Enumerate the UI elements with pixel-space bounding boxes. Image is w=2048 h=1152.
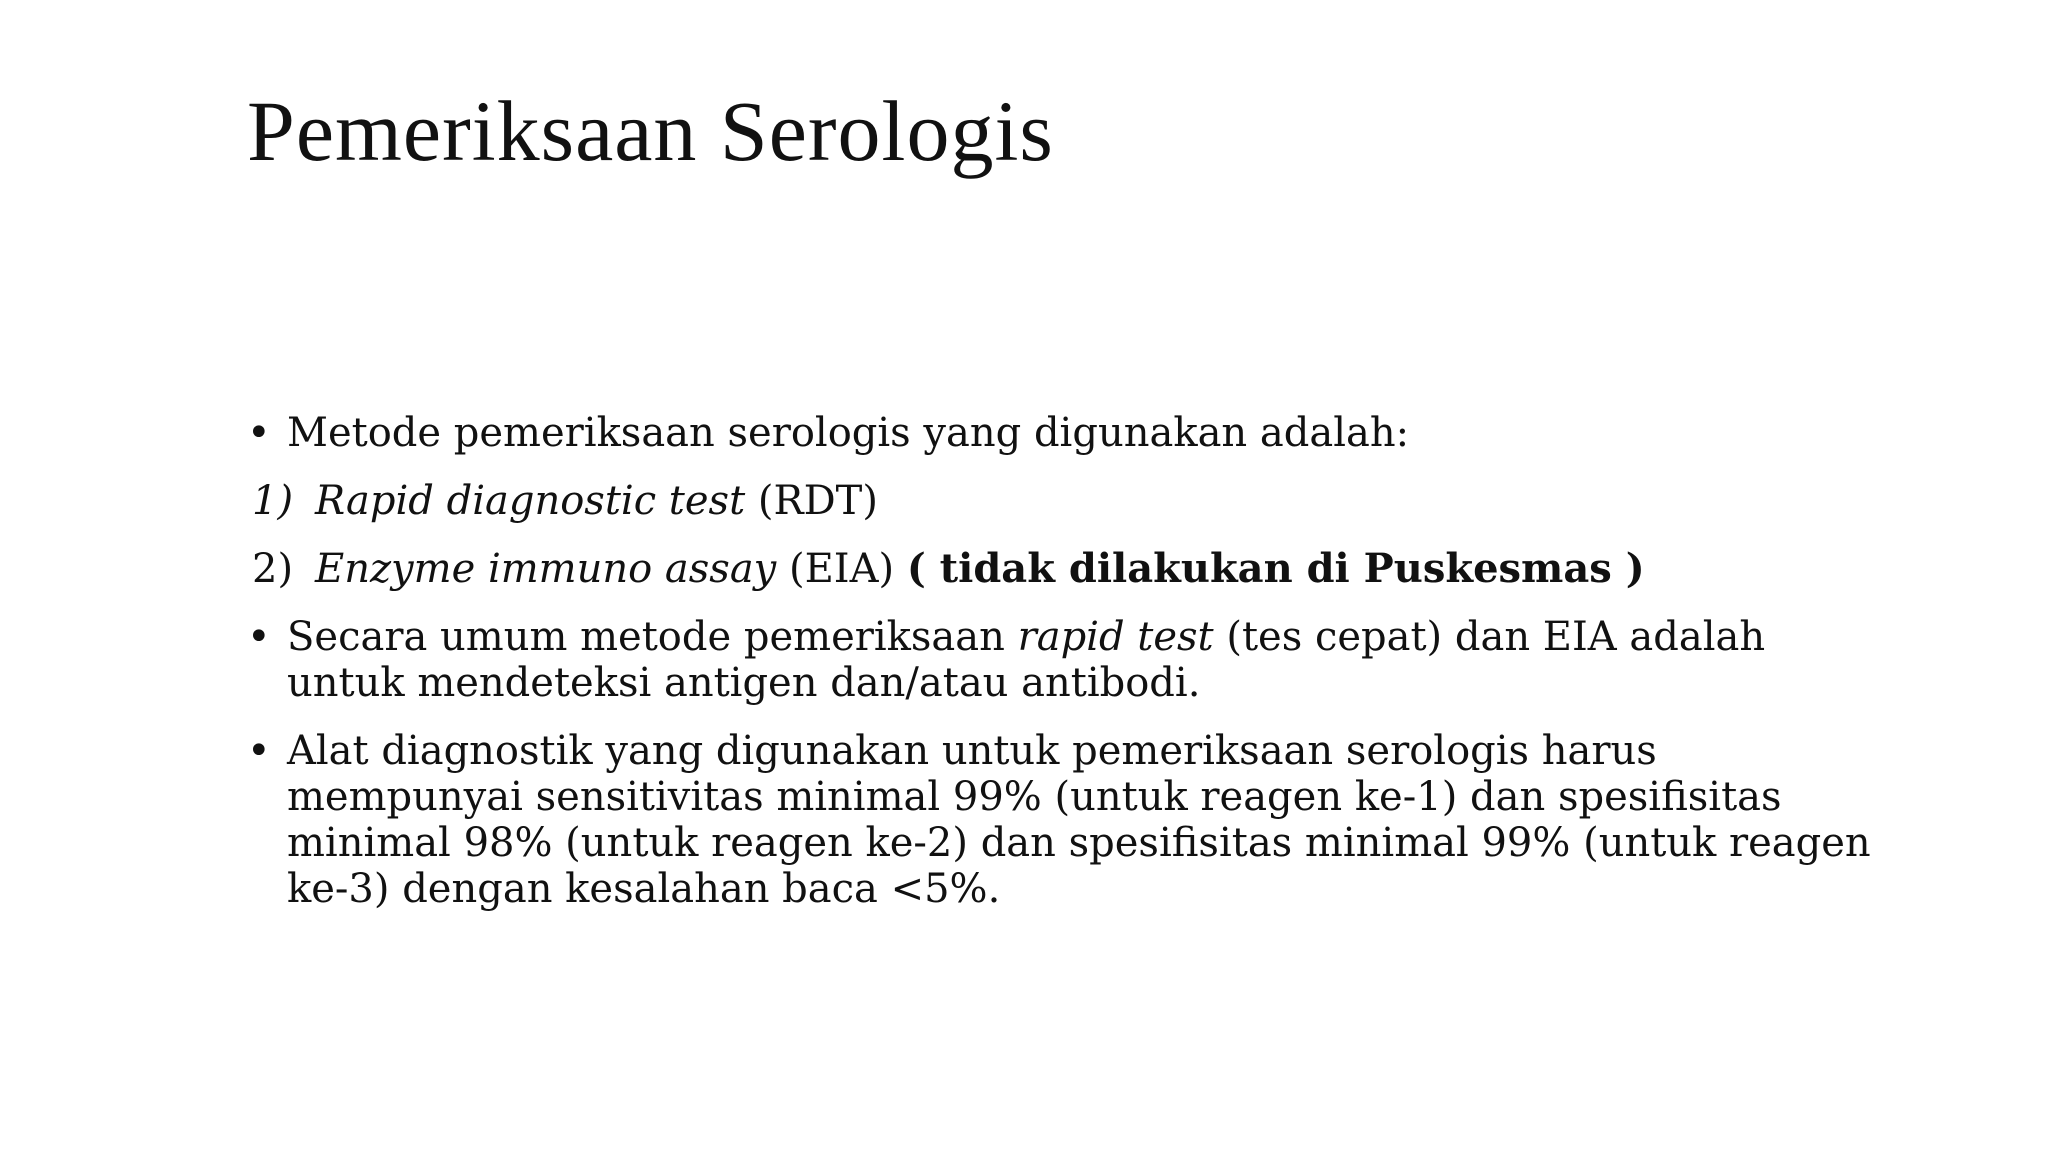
number-marker: 1): [252, 478, 294, 524]
bullet-text: Alat diagnostik yang digunakan untuk pemeriksaan serologis harus mempunyai sensitivitas minimal 99% (untuk reagen ke-1) dan spesifisitas minimal 98% (untuk reagen ke-2) dan spesifisitas minimal 99% (untuk reagen ke-3) dengan kesalahan baca <5%.: [287, 728, 1871, 912]
bullet-item-rapid-test: [247, 614, 1887, 706]
item-italic-text: Enzyme immuno assay: [315, 546, 777, 592]
item-italic-text: Rapid diagnostic test: [315, 478, 746, 524]
item-text: (EIA): [776, 546, 907, 592]
bullet-marker: •: [247, 614, 271, 660]
numbered-item-rdt: [247, 478, 1887, 524]
item-bold-note: ( tidak dilakukan di Puskesmas ): [906, 545, 1645, 592]
slide-title: Pemeriksaan Serologis: [247, 83, 1054, 179]
slide-body: [247, 410, 1887, 934]
bullet-item-methods: [247, 410, 1887, 456]
bullet-text: Metode pemeriksaan serologis yang digunakan adalah:: [287, 410, 1410, 456]
number-marker: 2): [252, 546, 294, 592]
bullet-item-diagnostic-tools: [247, 728, 1887, 912]
bullet-marker: •: [247, 728, 271, 774]
numbered-item-eia: [247, 546, 1887, 592]
bullet-italic-text: rapid test: [1017, 614, 1214, 660]
bullet-text-after: (tes cepat) dan EIA adalah untuk mendeteksi antigen dan/atau antibodi.: [287, 614, 1766, 706]
bullet-marker: •: [247, 410, 271, 456]
item-text: (RDT): [745, 478, 878, 524]
bullet-text-before: Secara umum metode pemeriksaan: [287, 614, 1018, 660]
